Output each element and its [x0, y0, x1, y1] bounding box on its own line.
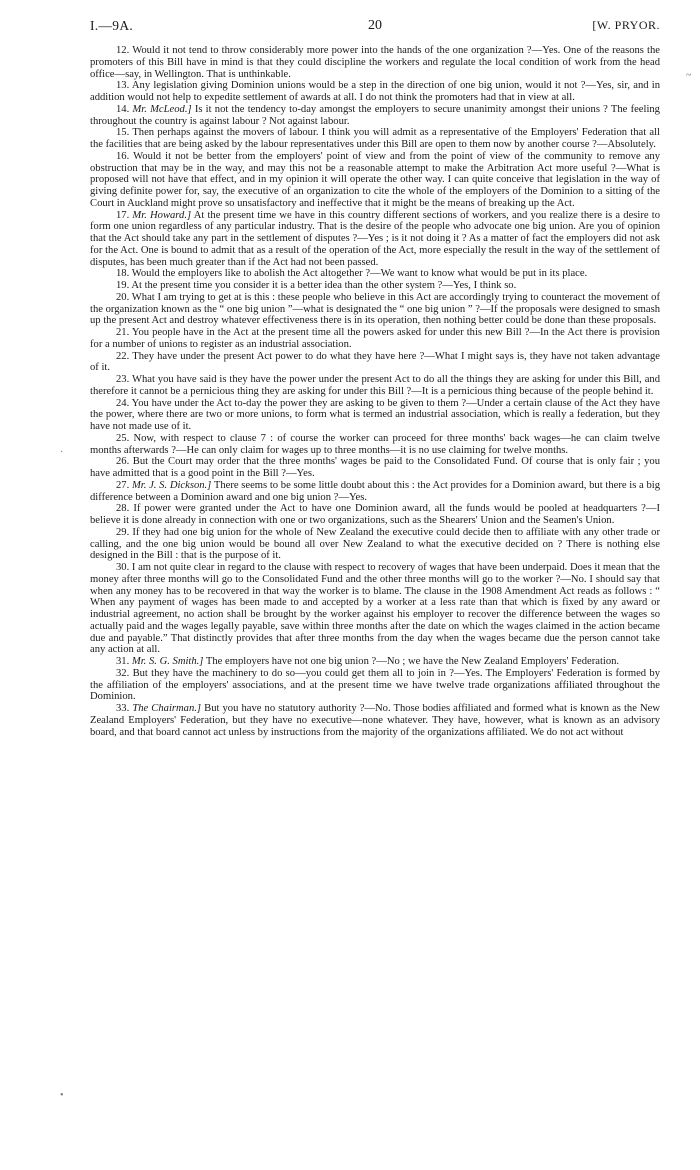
page-number: 20 [368, 18, 382, 33]
qa-text: At the present time you consider it is a better idea than the other system ?—Yes, I think so. [131, 280, 517, 291]
question-number: 33. [116, 703, 130, 714]
question-number: 21. [116, 327, 130, 338]
question-number: 27. [116, 479, 130, 491]
margin-mark: • [60, 1090, 64, 1101]
qa-paragraph [90, 104, 660, 128]
qa-paragraph [90, 703, 660, 738]
question-number: 16. [116, 150, 130, 162]
question-number: 29. [116, 526, 130, 538]
margin-mark: · [60, 447, 64, 458]
qa-paragraph [90, 456, 660, 480]
qa-paragraph [90, 327, 660, 351]
speaker-label: Mr. S. G. Smith.] [131, 656, 204, 667]
qa-paragraph [90, 210, 660, 269]
qa-text: At the present time we have in this country different sections of workers, and you realize there is a desire to form one union regardless of any particular industry. That is the desire of the people who advocate one big union. Are you of opinion that the Act should take any part in the settlement of disputes ?—Yes ; is it not doing it ? As a matter of fact the employers did not ask for the Act. One is bound to admit that as a result of the operation of the Act, more especially the result in the way of the settlement of disputes, has been much greater than if the Act had not been passed. [90, 209, 660, 268]
question-number: 19. [116, 280, 130, 291]
qa-paragraph [90, 433, 660, 457]
speaker-label: Mr. McLeod.] [132, 103, 192, 115]
qa-text: You have under the Act to-day the power they are asking to be given to them ?—Under a certain clause of the Act they have the power, where there are two or more unions, to form what is termed an industrial association, which is really a federation, but they have not made use of it. [90, 397, 660, 432]
qa-text: But they have the machinery to do so—you could get them all to join in ?—Yes. The Employers' Federation is formed by the affiliation of the employers' associations, and at the present time we have twelve trade organizations affiliated throughout the Dominion. [90, 667, 660, 703]
qa-text: Would it not tend to throw considerably more power into the hands of the one organization ?—Yes. One of the reasons the promoters of this Bill have in mind is that they could discipline the workers and regulate the local condition of work from the head office—say, in Wellington. That is unthinkable. [90, 45, 660, 80]
question-number: 17. [116, 209, 130, 221]
qa-paragraph [90, 80, 660, 104]
qa-text: What I am trying to get at is this : these people who believe in this Act are accordingly trying to counteract the movement of the organization known as the “ one big union ”—what is designated the “ one big union ” ?—If the proposals were designed to smash up the present Act and destroy whatever effectiveness there is in its operation, then nothing better could be done than these proposals. [90, 291, 660, 327]
question-number: 23. [116, 374, 130, 385]
testimony-body [90, 45, 660, 738]
qa-text: The employers have not one big union ?—No ; we have the New Zealand Employers' Federation. [205, 656, 620, 667]
question-number: 24. [116, 397, 130, 409]
qa-text: Would it not be better from the employers' point of view and from the point of view of the community to remove any obstruction that may be in the way, and may this not be a reasonable attempt to make the Arbitration Act more useful ?—What is proposed will not have that effect, and in my opinion it will operate the other way. I can quite conceive that legislation in the way of giving definite power for, say, the executive of an organization to cite the whole of the employers of the Dominion to a sitting of the Court in Auckland might prove so unsatisfactory and ineffective that it might be the means of breaking up the Act. [90, 150, 660, 209]
qa-text: Is it not the tendency to-day amongst the employers to secure unanimity amongst their unions ? The feeling throughout the country is against labour ? Not against labour. [90, 103, 660, 127]
margin-mark: ~ [686, 70, 692, 81]
question-number: 12. [116, 45, 130, 56]
question-number: 25. [116, 432, 130, 444]
qa-paragraph [90, 480, 660, 504]
qa-text: Now, with respect to clause 7 : of course the worker can proceed for three months' back wages—he can claim twelve months afterwards ?—He can only claim for wages up to three months—it is no use claiming for twelve months. [90, 432, 660, 456]
speaker-label: Mr. J. S. Dickson.] [131, 479, 212, 491]
question-number: 28. [116, 503, 130, 515]
question-number: 30. [116, 562, 130, 573]
qa-text: Any legislation giving Dominion unions would be a step in the direction of one big union, would it not ?—Yes, sir, and in addition would not help to expedite settlement of awards at all. I do not think the promoters had that in view at all. [90, 80, 660, 103]
qa-text: They have under the present Act power to do what they have here ?—What I might says is, they have not taken advantage of it. [90, 350, 661, 374]
qa-text: Then perhaps against the movers of labour. I think you will admit as a representative of the Employers' Federation that all the facilities that are being asked by the labour representatives under this Bill are open to them now by another course ?—Absolutely. [90, 127, 660, 150]
paper-reference: I.—9A. [90, 18, 134, 33]
qa-paragraph [90, 280, 660, 292]
qa-text: What you have said is they have the power under the present Act to do all the things they are asking for under this Bill, and therefore it cannot be a pernicious thing they are asking for under this Bill ?—It is a pernicious thing because of the people behind it. [90, 374, 660, 397]
qa-text: Would the employers like to abolish the Act altogether ?—We want to know what would be put in its place. [131, 268, 588, 280]
qa-paragraph [90, 668, 660, 703]
qa-paragraph [90, 268, 660, 280]
question-number: 13. [116, 80, 130, 92]
qa-paragraph [90, 151, 660, 210]
qa-paragraph [90, 127, 660, 151]
qa-paragraph [90, 656, 660, 668]
question-number: 22. [116, 350, 130, 362]
question-number: 26. [116, 456, 130, 468]
speaker-label: The Chairman.] [132, 703, 202, 714]
qa-text: But the Court may order that the three months' wages be paid to the Consolidated Fund. Of course that is only fair ; you have admitted that is a good point in the Bill ?—Yes. [90, 456, 660, 479]
qa-paragraph [90, 374, 660, 398]
qa-text: I am not quite clear in regard to the clause with respect to recovery of wages that have been underpaid. Does it mean that the money after three months will go to the Consolidated Fund and the other three months will go to the worker ?—No. I should say that when any money has to be recovered in that way the worker is to blame. The clause in the 1908 Amendment Act reads as follows : “ When any payment of wages has been made to and accepted by a worker at a less rate than that which is fixed by any award or industrial agreement, no action shall be brought by the worker against his employer to recover the difference between the wages so actually paid and the wages legally payable, save within three months after the date on which the wages claimed in the action became due and payable.” That distinctly provides that after three months from the day when the wages became due the person cannot take any action at all. [90, 562, 660, 656]
qa-paragraph [90, 562, 660, 656]
question-number: 32. [116, 667, 130, 679]
qa-paragraph [90, 527, 660, 562]
page-header [90, 18, 660, 38]
question-number: 31. [116, 656, 130, 667]
qa-text: But you have no statutory authority ?—No. Those bodies affiliated and formed what is known as the New Zealand Employers' Federation, but they have no executive—none whatever. They have, however, what is known as an advisory board, and that board cannot act unless by instructions from the majority of the organizations affiliated. We do not act without [90, 703, 660, 738]
qa-text: If they had one big union for the whole of New Zealand the executive could decide then to affiliate with any other trade or calling, and the one big union would be bound all over New Zealand to what the executive decided on ? There is nothing else designed in the Bill : that is the purpose of it. [90, 526, 660, 562]
question-number: 14. [116, 103, 130, 115]
question-number: 15. [116, 127, 130, 139]
qa-text: There seems to be some little doubt about this : the Act provides for a Dominion award, but there is a big difference between a Dominion award and one big union ?—Yes. [90, 479, 660, 503]
qa-paragraph [90, 45, 660, 80]
question-number: 18. [116, 268, 130, 280]
qa-paragraph [90, 503, 660, 527]
witness-name: [W. PRYOR. [592, 18, 660, 32]
qa-text: If power were granted under the Act to have one Dominion award, all the funds would be pooled at headquarters ?—I believe it is done already in connection with one or two organizations, such as the Shearers' Union and the Seamen's Union. [90, 503, 660, 526]
qa-paragraph [90, 398, 660, 433]
qa-paragraph [90, 292, 660, 327]
question-number: 20. [116, 291, 130, 303]
qa-text: You people have in the Act at the present time all the powers asked for under this new Bill ?—In the Act there is provision for a number of unions to register as an industrial association. [90, 327, 660, 350]
qa-paragraph [90, 351, 660, 375]
speaker-label: Mr. Howard.] [132, 209, 192, 221]
